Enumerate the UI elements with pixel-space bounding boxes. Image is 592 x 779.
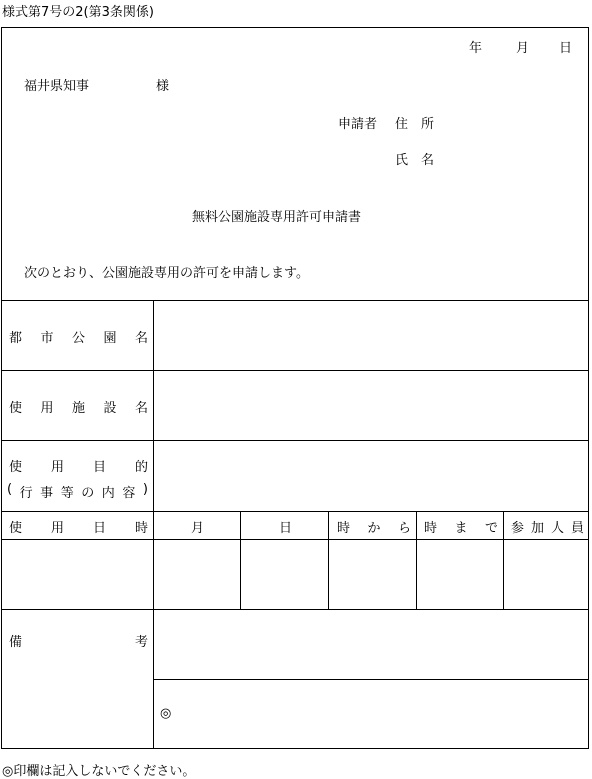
form-number: 様式第7号の2(第3条関係): [2, 5, 154, 20]
from-time-header: 時 か ら: [337, 521, 411, 536]
seal-mark: ◎: [160, 706, 172, 721]
day-label: 日: [559, 41, 573, 56]
from-time-field[interactable]: [329, 540, 416, 609]
name-label: 氏 名: [395, 153, 435, 168]
form-title: 無料公園施設専用許可申請書: [192, 210, 362, 225]
purpose-sublabel: ( 行 事 等 の 内 容 ): [7, 482, 148, 501]
intro-text: 次のとおり、公園施設専用の許可を申請します。: [24, 266, 309, 281]
divider-row: [1, 511, 589, 512]
footnote: ◎印欄は記入しないでください。: [2, 764, 196, 779]
usage-datetime-label: 使 用 日 時: [9, 521, 148, 536]
purpose-label: 使 用 目 的: [9, 460, 148, 475]
month-field[interactable]: [154, 540, 240, 609]
participants-header: 参 加 人 員: [511, 521, 584, 536]
day-header: 日: [279, 521, 293, 536]
park-name-label: 都 市 公 園 名: [9, 331, 148, 346]
purpose-field[interactable]: [154, 441, 588, 511]
day-field[interactable]: [241, 540, 328, 609]
address-label: 住 所: [395, 117, 435, 132]
year-label: 年: [469, 41, 483, 56]
remarks-label: 備 考: [9, 635, 148, 650]
to-time-header: 時 ま で: [424, 521, 498, 536]
participants-field[interactable]: [504, 540, 588, 609]
remarks-field[interactable]: [154, 610, 588, 679]
facility-name-label: 使 用 施 設 名: [9, 401, 148, 416]
addressee-name: 福井県知事: [24, 79, 90, 94]
facility-name-field[interactable]: [154, 371, 588, 440]
addressee-honorific: 様: [156, 79, 170, 94]
usage-datetime-field[interactable]: [2, 540, 153, 609]
month-label: 月: [516, 41, 530, 56]
to-time-field[interactable]: [417, 540, 503, 609]
applicant-label: 申請者: [338, 117, 378, 132]
month-header: 月: [191, 521, 205, 536]
divider-remarks: [153, 679, 589, 680]
park-name-field[interactable]: [154, 301, 588, 370]
